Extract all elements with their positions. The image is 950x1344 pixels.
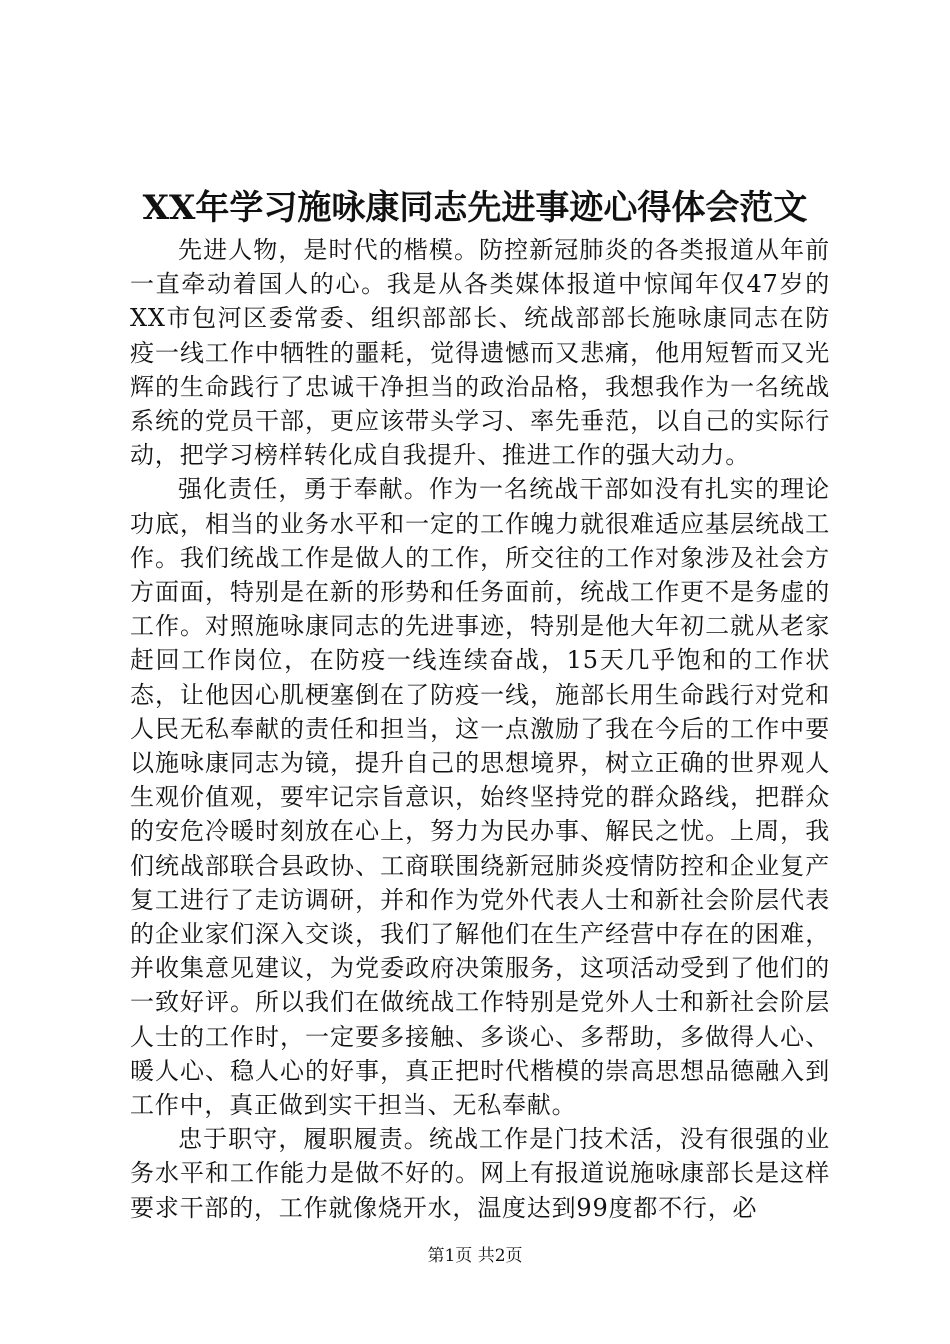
paragraph-1: 先进人物，是时代的楷模。防控新冠肺炎的各类报道从年前一直牵动着国人的心。我是从各类媒体报道中惊闻年仅47岁的XX市包河区委常委、组织部部长、统战部部长施咏康同志在防疫一线工作中牺牲的噩耗，觉得遗憾而又悲痛，他用短暂而又光辉的生命践行了忠诚干净担当的政治品格，我想我作为一名统战系统的党员干部，更应该带头学习、率先垂范，以自己的实际行动，把学习榜样转化成自我提升、推进工作的强大动力。: [130, 236, 830, 470]
document-body: [130, 233, 830, 1225]
paragraph-3: 忠于职守，履职履责。统战工作是门技术活，没有很强的业务水平和工作能力是做不好的。网上有报道说施咏康部长是这样要求干部的，工作就像烧开水，温度达到99度都不行，必: [130, 1125, 830, 1222]
document-title: XX年学习施咏康同志先进事迹心得体会范文: [142, 188, 808, 228]
paragraph-2: 强化责任，勇于奉献。作为一名统战干部如没有扎实的理论功底，相当的业务水平和一定的工作魄力就很难适应基层统战工作。我们统战工作是做人的工作，所交往的工作对象涉及社会方方面面，特别是在新的形势和任务面前，统战工作更不是务虚的工作。对照施咏康同志的先进事迹，特别是他大年初二就从老家赶回工作岗位，在防疫一线连续奋战，15天几乎饱和的工作状态，让他因心肌梗塞倒在了防疫一线，施部长用生命践行对党和人民无私奉献的责任和担当，这一点激励了我在今后的工作中要以施咏康同志为镜，提升自己的思想境界，树立正确的世界观人生观价值观，要牢记宗旨意识，始终坚持党的群众路线，把群众的安危冷暖时刻放在心上，努力为民办事、解民之忧。上周，我们统战部联合县政协、工商联围绕新冠肺炎疫情防控和企业复产复工进行了走访调研，并和作为党外代表人士和新社会阶层代表的企业家们深入交谈，我们了解他们在生产经营中存在的困难，并收集意见建议，为党委政府决策服务，这项活动受到了他们的一致好评。所以我们在做统战工作特别是党外人士和新社会阶层人士的工作时，一定要多接触、多谈心、多帮助，多做得人心、暖人心、稳人心的好事，真正把时代楷模的崇高思想品德融入到工作中，真正做到实干担当、无私奉献。: [130, 475, 830, 1120]
page-footer: 第1页 共2页: [427, 1246, 523, 1266]
